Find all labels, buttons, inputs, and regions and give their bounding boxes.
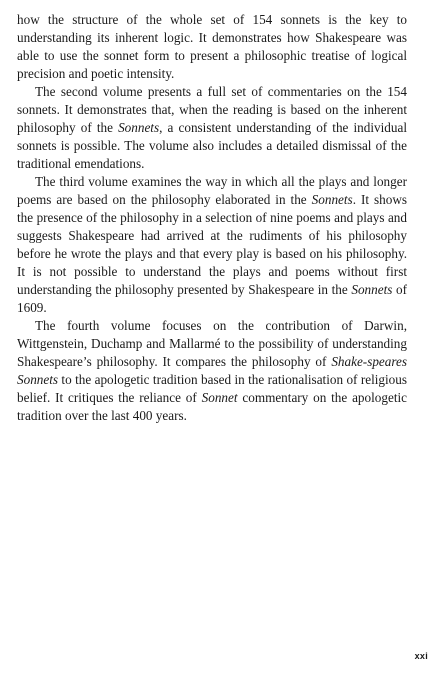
text-run: commentary on the apologetic tradition over the last 400 years.: [17, 390, 408, 423]
italic-title: Sonnet: [201, 390, 238, 405]
text-run: The second volume presents a full set of commentaries on the 154 sonnets. It demonstrates that, when the reading is based on the inherent philosophy of the: [17, 84, 407, 135]
paragraph: [17, 173, 407, 317]
text-run: to the apologetic tradition based in the rationalisation of religious belief. It critiques the reliance of: [17, 372, 407, 405]
body-text: [17, 11, 407, 425]
paragraph: [17, 83, 407, 173]
text-run: The third volume examines the way in which all the plays and longer poems are based on the philosophy elaborated in the: [17, 174, 407, 207]
text-run: of 1609.: [17, 282, 407, 315]
text-run: The fourth volume focuses on the contribution of Darwin, Wittgenstein, Duchamp and Mallarmé to the possibility of understanding Shakespeare’s philosophy. It compares the philosophy of: [17, 318, 407, 369]
paragraph: [17, 11, 407, 83]
italic-title: Sonnets: [311, 192, 353, 207]
text-run: . It shows the presence of the philosophy in a selection of nine poems and plays and suggests Shakespeare had arrived at the rudiments of his philosophy before he wrote the plays and that every play is based on his philosophy. It is not possible to understand the plays and poems without first understanding the philosophy presented by Shakespeare in the: [17, 192, 407, 297]
italic-title: Sonnets: [351, 282, 393, 297]
paragraph: [17, 317, 407, 425]
text-run: how the structure of the whole set of 154 sonnets is the key to understanding its inherent logic. It demonstrates how Shakespeare was able to use the sonnet form to present a philosophic treatise of logical precision and poetic intensity.: [17, 12, 407, 81]
page-number: xxi: [414, 651, 428, 661]
italic-title: Sonnets: [118, 120, 160, 135]
text-run: , a consistent understanding of the individual sonnets is possible. The volume also includes a detailed dismissal of the traditional emendations.: [17, 120, 407, 171]
italic-title: Shake-speares Sonnets: [17, 354, 407, 387]
